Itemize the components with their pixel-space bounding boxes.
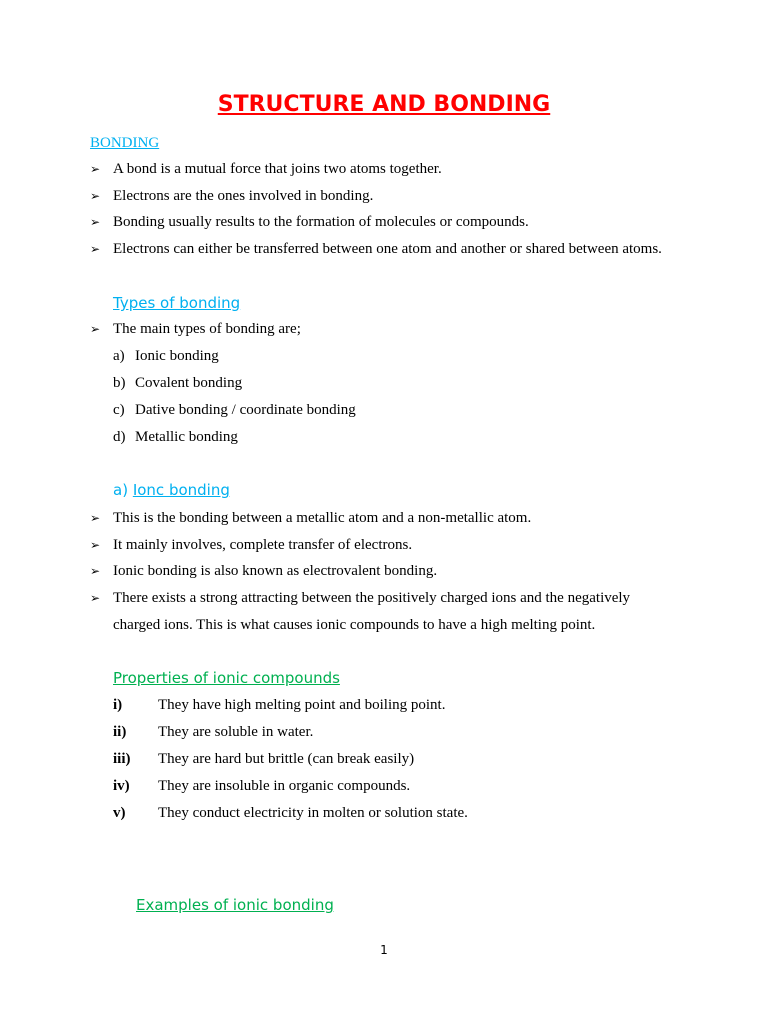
bonding-point-text: Bonding usually results to the formation of molecules or compounds.: [113, 214, 529, 230]
list-item-text: They conduct electricity in molten or solution state.: [158, 805, 468, 821]
ionic-point-text: This is the bonding between a metallic atom and a non-metallic atom.: [113, 510, 532, 526]
list-marker: d): [113, 429, 126, 445]
bullet-arrow-icon: ➢: [90, 564, 101, 578]
ionic-point: [90, 590, 630, 607]
list-item-text: Covalent bonding: [135, 375, 243, 391]
list-marker: ii): [113, 724, 127, 740]
list-item-text: They are hard but brittle (can break easily): [158, 751, 415, 767]
list-marker: iv): [113, 778, 130, 794]
list-marker: a): [113, 348, 125, 364]
list-item-text: Dative bonding / coordinate bonding: [135, 402, 356, 418]
types-list-item: [113, 375, 242, 392]
list-marker: c): [113, 402, 125, 418]
list-item-text: Ionic bonding: [135, 348, 219, 364]
examples-heading: Examples of ionic bonding: [136, 896, 334, 914]
properties-list-item: [113, 751, 414, 768]
bullet-arrow-icon: ➢: [90, 215, 101, 229]
list-item-text: Metallic bonding: [135, 429, 238, 445]
ionic-point-text: There exists a strong attracting between the positively charged ions and the negatively: [113, 590, 631, 606]
bonding-point-text: Electrons are the ones involved in bonding.: [113, 188, 374, 204]
list-marker: v): [113, 805, 126, 821]
bonding-point: [90, 161, 442, 178]
types-heading: Types of bonding: [113, 294, 241, 312]
bonding-heading: BONDING: [90, 135, 160, 151]
bullet-arrow-icon: ➢: [90, 242, 101, 256]
list-item-text: They are soluble in water.: [158, 724, 314, 740]
properties-list-item: [113, 778, 410, 795]
bullet-arrow-icon: ➢: [90, 189, 101, 203]
types-intro-text: The main types of bonding are;: [113, 321, 301, 337]
bullet-arrow-icon: ➢: [90, 538, 101, 552]
bonding-point: [90, 241, 662, 258]
types-intro: [90, 321, 301, 338]
page-number: 1: [380, 943, 388, 957]
properties-heading: Properties of ionic compounds: [113, 669, 340, 687]
list-marker: b): [113, 375, 126, 391]
ionic-heading-text: Ionc bonding: [132, 481, 230, 499]
bullet-arrow-icon: ➢: [90, 322, 101, 336]
ionic-point-text: Ionic bonding is also known as electrovalent bonding.: [113, 563, 438, 579]
bonding-point-text: Electrons can either be transferred between one atom and another or shared between atoms.: [113, 241, 662, 257]
ionic-point-text: It mainly involves, complete transfer of electrons.: [113, 537, 413, 553]
ionic-point: [90, 510, 531, 527]
types-list-item: [113, 429, 238, 446]
list-item-text: They are insoluble in organic compounds.: [158, 778, 411, 794]
types-list-item: [113, 402, 356, 419]
document-title: STRUCTURE AND BONDING: [217, 92, 551, 117]
ionic-point-continuation: charged ions. This is what causes ionic compounds to have a high melting point.: [113, 617, 596, 633]
ionic-heading: [113, 481, 230, 499]
list-marker: i): [113, 697, 123, 713]
bonding-point: [90, 214, 529, 231]
properties-list-item: [113, 805, 468, 822]
properties-list-item: [113, 697, 445, 714]
list-item-text: They have high melting point and boiling point.: [158, 697, 446, 713]
bonding-point: [90, 188, 373, 205]
bullet-arrow-icon: ➢: [90, 511, 101, 525]
list-marker: iii): [113, 751, 131, 767]
bonding-point-text: A bond is a mutual force that joins two atoms together.: [113, 161, 442, 177]
ionic-point: [90, 537, 412, 554]
ionic-point: [90, 563, 437, 580]
bullet-arrow-icon: ➢: [90, 591, 101, 605]
properties-list-item: [113, 724, 313, 741]
ionic-heading-marker: a): [113, 481, 129, 499]
types-list-item: [113, 348, 219, 365]
bullet-arrow-icon: ➢: [90, 162, 101, 176]
